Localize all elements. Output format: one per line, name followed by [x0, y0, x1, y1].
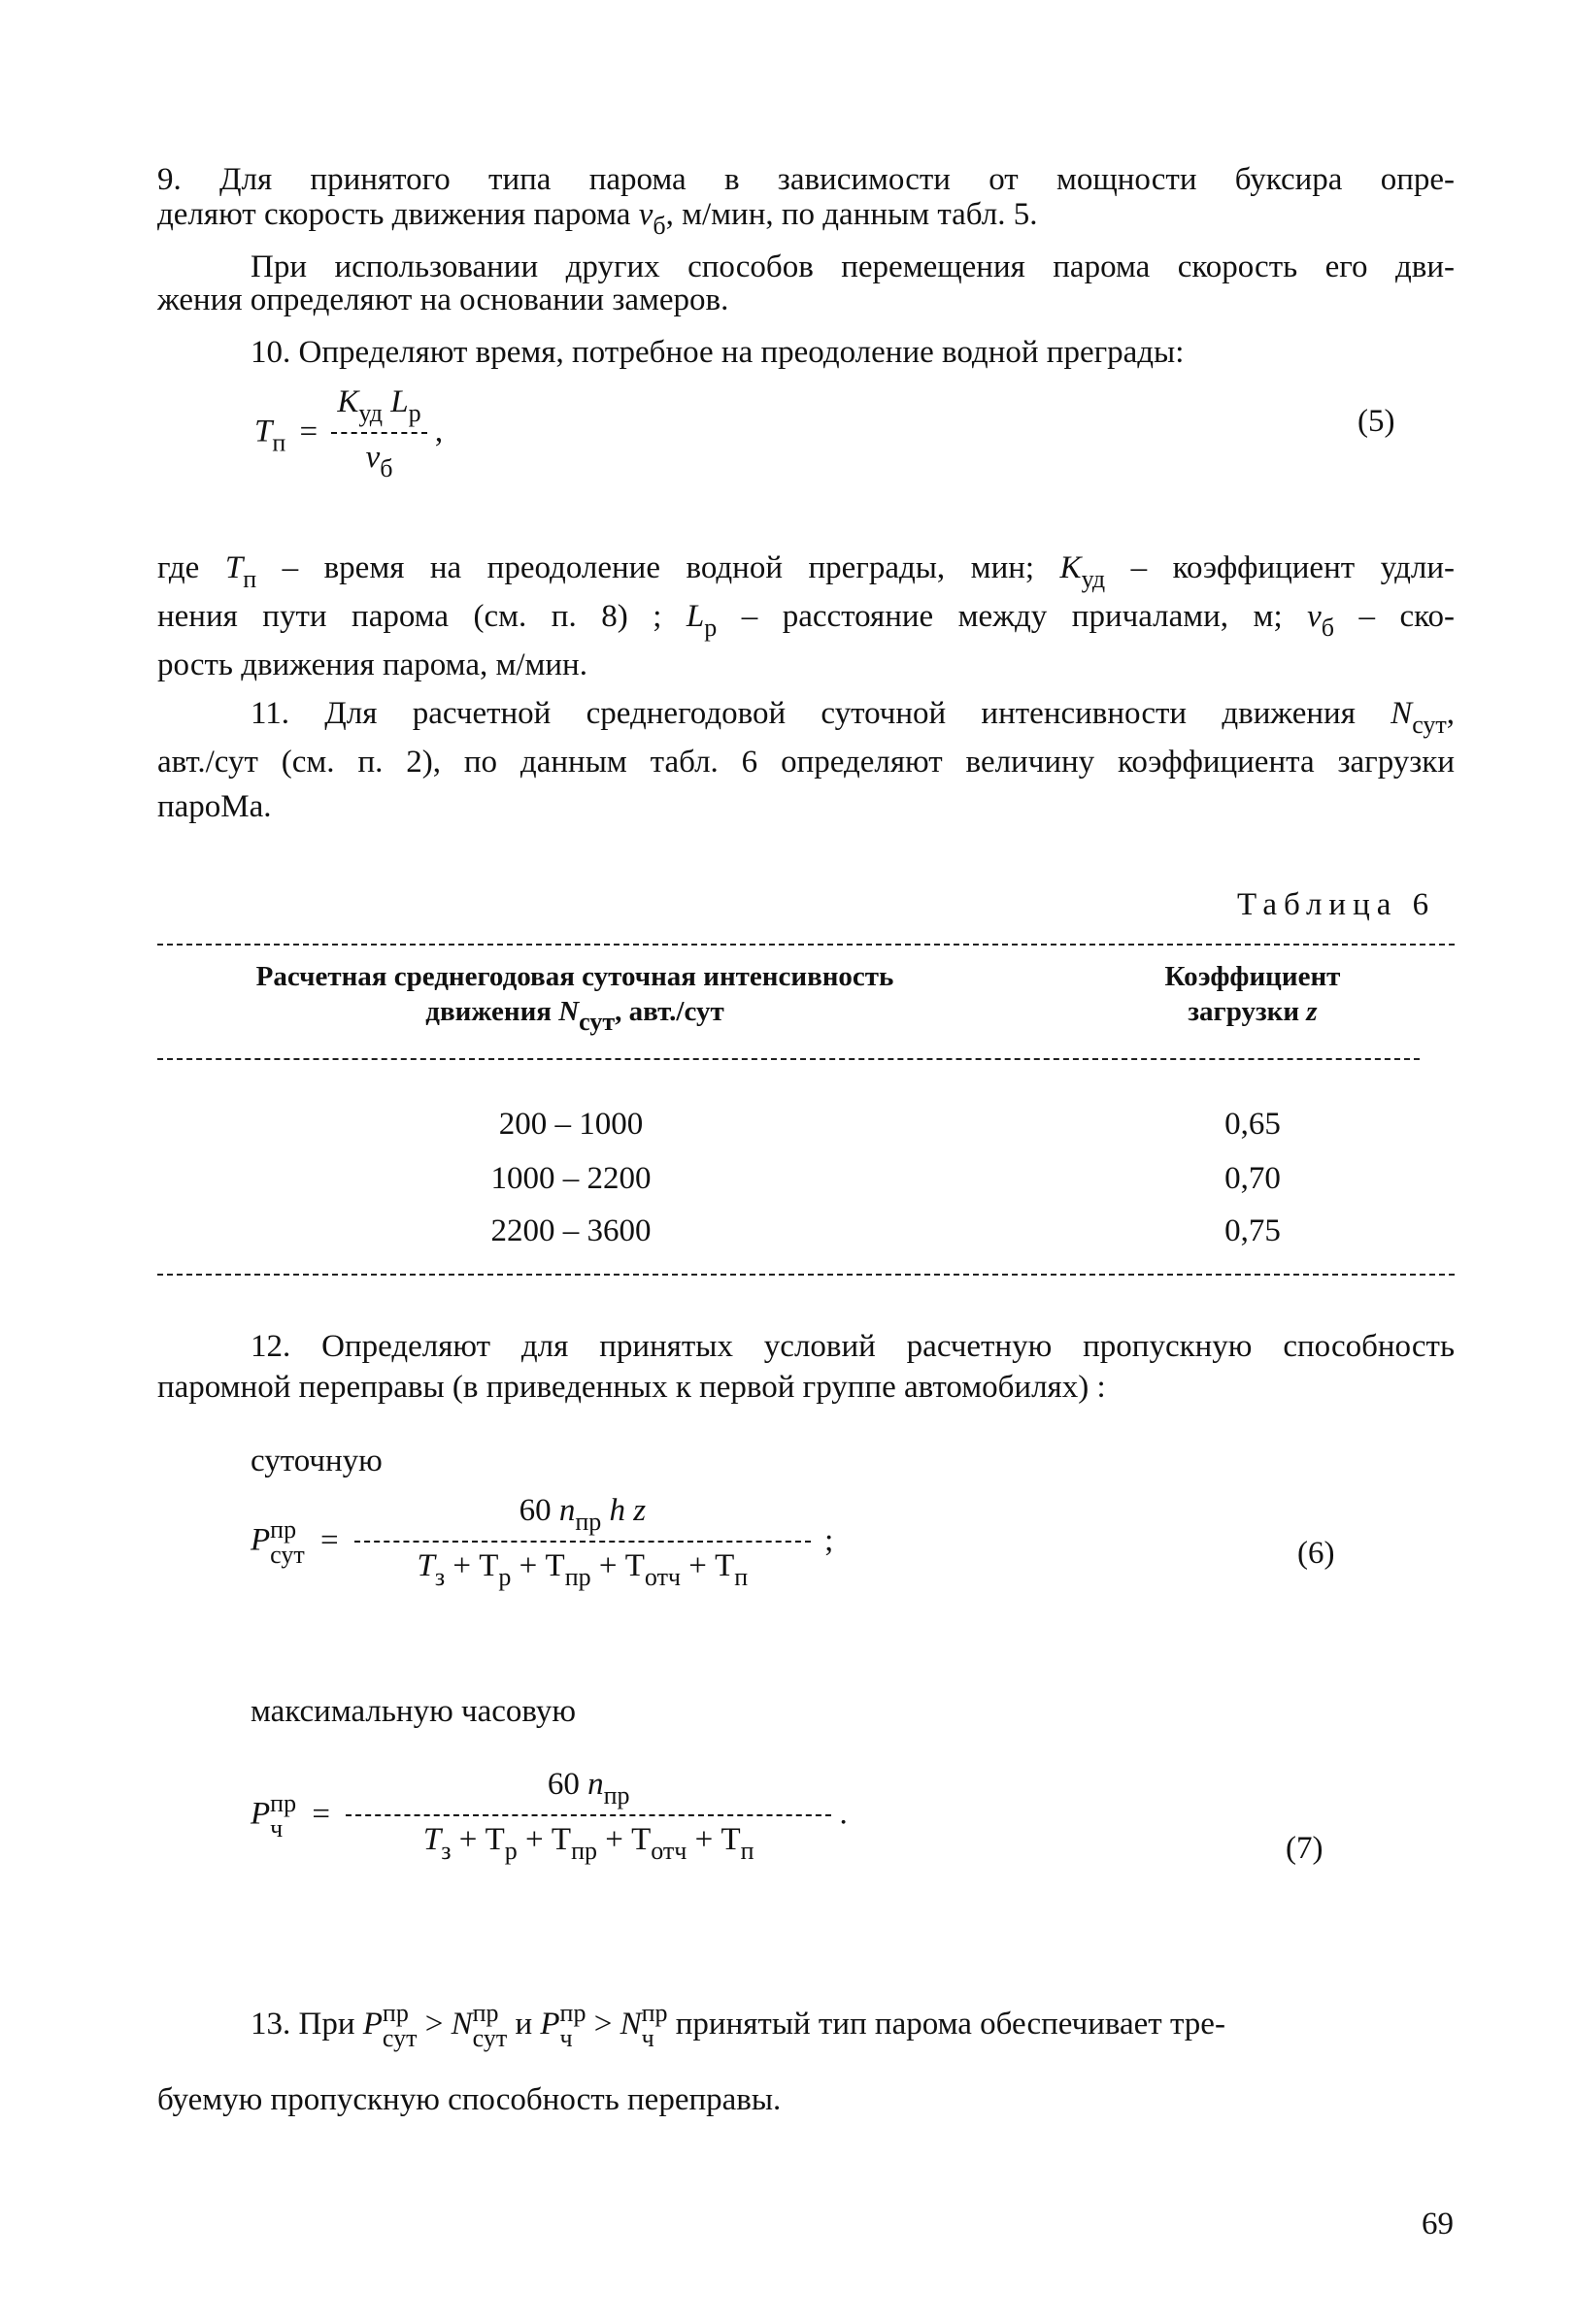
formula-6-number: (6): [1297, 1536, 1335, 1571]
para-other-line1: При использовании других способов перемещения парома скорость его дви-: [251, 249, 1455, 284]
para11-line3: пароМа.: [157, 789, 272, 824]
formula-6: P пр сут = $\frac{60 n_{пр} h z}{T_з + T_р + T_{пр} + T_{отч} + T_п}$ ;: [251, 1493, 834, 1591]
formula-7-fraction: $\frac{60 n_{пр}}{T_з + T_р + T_{пр} + T_{отч} + T_п}$: [346, 1767, 831, 1866]
table6-caption: Таблица 6: [1237, 887, 1436, 922]
formula-5-fraction: $\frac{K_{уд} L_р}{v_б}$: [331, 384, 426, 483]
table-cell-range: 1000 – 2200: [490, 1161, 652, 1196]
where-line2: нения пути парома (см. п. 8) ; $L_р$ – расстояние между причалами, м; $v_б - ско-$: [157, 599, 1455, 642]
page-number: 69: [1422, 2207, 1454, 2241]
para12-line1: 12. Определяют для принятых условий расчетную пропускную способность: [251, 1329, 1455, 1364]
table6-top-rule: [157, 944, 1455, 946]
formula-5-number: (5): [1357, 404, 1395, 439]
para-other-line2: жения определяют на основании замеров.: [157, 282, 729, 317]
table-cell-range: 2200 – 3600: [490, 1213, 652, 1248]
formula-7-number: (7): [1286, 1831, 1324, 1866]
daily-label: суточную: [251, 1444, 383, 1478]
table-cell-range: 200 – 1000: [498, 1107, 644, 1142]
table6-header-right: Коэффициент загрузки z: [1164, 961, 1341, 1027]
para11-line2: авт./сут (см. п. 2), по данным табл. 6 определяют величину коэффициента загрузки: [157, 745, 1455, 780]
table-cell-coef: 0,75: [1224, 1213, 1281, 1248]
formula-7: P пр ч = $\frac{60 n_{пр}}{T_з + T_р + T_{пр} + T_{отч} + T_п}$ .: [251, 1767, 848, 1865]
table6-bottom-rule: [157, 1274, 1455, 1276]
para11-line1: 11. Для расчетной среднегодовой суточной интенсивности движения $N_{сут}$,: [251, 696, 1455, 739]
para13-line1: 13. При P пр сут > N пр сут и P пр ч > N пр ч принятый тип парома обеспечивает тре-: [251, 1999, 1225, 2053]
para9-line2: деляют скорость движения парома $v_б$, м/мин, по данным табл. 5.: [157, 197, 1038, 240]
where-line3: рость движения парома, м/мин.: [157, 647, 587, 682]
para10: 10. Определяют время, потребное на преодоление водной преграды:: [251, 335, 1185, 370]
formula-6-fraction: $\frac{60 n_{пр} h z}{T_з + T_р + T_{пр} + T_{отч} + T_п}$: [354, 1493, 811, 1592]
para9-line1: 9. Для принятого типа парома в зависимости от мощности буксира опре-: [157, 162, 1455, 197]
table6-header-left: Расчетная среднегодовая суточная интенсивность движения Nсут, авт./сут: [255, 961, 894, 1036]
table-cell-coef: 0,65: [1224, 1107, 1281, 1142]
where-line1: где $T_п$ – время на преодоление водной преграды, мин; $K_{уд}$ – коэффициент удли-: [157, 550, 1455, 593]
hourly-label: максимальную часовую: [251, 1694, 576, 1729]
para13-line2: буемую пропускную способность переправы.: [157, 2082, 782, 2117]
formula-5: $T_п$ = $\frac{K_{уд} L_р}{v_б}$ ,: [254, 384, 444, 482]
table6-header-rule: [157, 1058, 1420, 1060]
para12-line2: паромной переправы (в приведенных к первой группе автомобилях) :: [157, 1370, 1106, 1405]
table-cell-coef: 0,70: [1224, 1161, 1281, 1196]
